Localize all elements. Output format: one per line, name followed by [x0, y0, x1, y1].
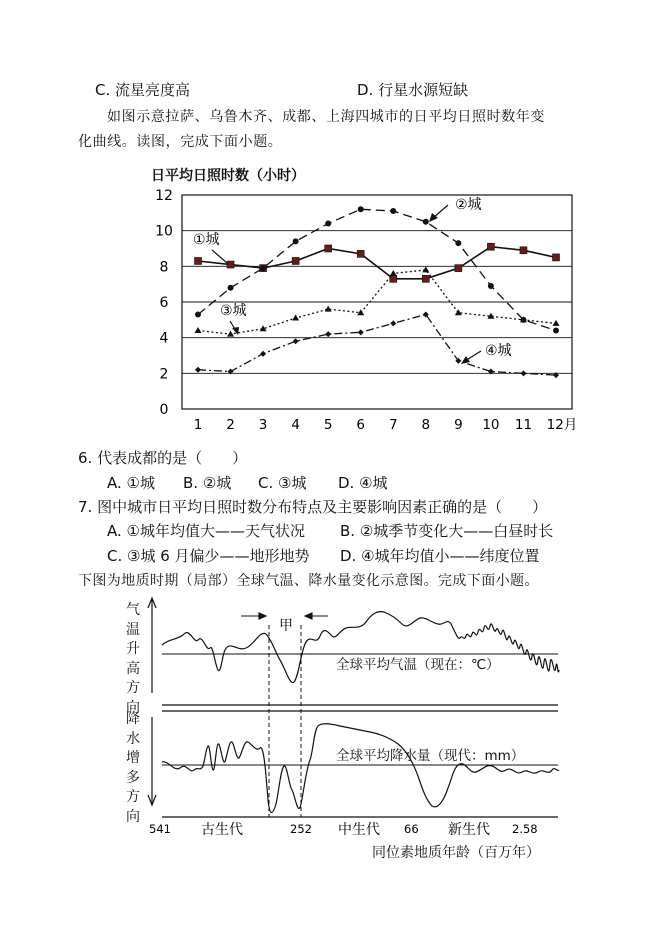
chart-grid — [182, 195, 572, 409]
series-line-1 — [198, 247, 556, 279]
era-mesozoic: 中生代 — [338, 822, 380, 838]
era-paleozoic: 古生代 — [201, 822, 243, 838]
series-3-point-5 — [325, 306, 332, 312]
temp-axis-label: 气 温 升 高 方 向 — [126, 602, 140, 716]
series-4-point-11 — [520, 370, 526, 376]
series-2-point-8 — [423, 219, 429, 225]
x-tick-11: 11 — [514, 417, 533, 433]
series-2-point-6 — [358, 206, 364, 212]
series-4-point-3 — [260, 351, 266, 357]
precip-line-label: 全球平均降水量（现代：mm） — [336, 748, 525, 764]
q7-option-d: D. ④城年均值小——纬度位置 — [340, 547, 540, 565]
series-1-point-8 — [422, 275, 429, 282]
q7-option-b: B. ②城季节变化大——白昼时长 — [340, 522, 554, 540]
sunshine-chart — [140, 185, 590, 437]
q6-option-c: C. ③城 — [258, 474, 307, 492]
series-4-point-6 — [358, 329, 364, 335]
tick-541: 541 — [149, 822, 171, 836]
series-line-2 — [198, 209, 556, 330]
series-3-point-7 — [390, 270, 397, 276]
series-3-point-4 — [292, 315, 299, 321]
series-3-point-1 — [195, 327, 202, 333]
q6-option-a: A. ①城 — [107, 474, 155, 492]
x-tick-4: 4 — [291, 417, 300, 433]
series-labels — [193, 197, 512, 364]
tick-2-58: 2.58 — [512, 822, 538, 836]
prev-option-d: D. 行星水源短缺 — [357, 81, 469, 99]
series-3-point-9 — [455, 309, 462, 315]
intro-line-1: 如图示意拉萨、乌鲁木齐、成都、上海四城市的日平均日照时数年变 — [107, 109, 545, 125]
series-2-point-7 — [390, 208, 396, 214]
series-1-point-6 — [357, 250, 364, 257]
y-tick-6: 6 — [159, 295, 169, 311]
series-1-point-1 — [195, 257, 202, 264]
series-1-point-12 — [553, 254, 560, 261]
y-tick-8: 8 — [159, 259, 169, 276]
label-city-1-leader — [212, 250, 227, 263]
label-city-4: ④城 — [485, 343, 512, 359]
series-3-point-12 — [553, 320, 560, 326]
y-tick-labels — [155, 188, 173, 418]
q6-option-d: D. ④城 — [338, 474, 388, 492]
q6-stem: 6. 代表成都的是（ ） — [78, 449, 248, 467]
series-2-point-2 — [228, 285, 234, 291]
chart-title: 日平均日照时数（小时） — [151, 168, 305, 184]
series-1-point-11 — [520, 247, 527, 254]
label-city-3: ③城 — [220, 303, 247, 319]
geologic-chart — [0, 590, 665, 840]
x-tick-8: 8 — [421, 417, 431, 433]
q6-option-b: B. ②城 — [183, 474, 232, 492]
series-2-point-3 — [260, 265, 266, 271]
x-tick-3: 3 — [258, 417, 268, 433]
x-tick-12: 12月 — [546, 417, 578, 433]
tick-252: 252 — [290, 822, 312, 836]
series-1-point-9 — [455, 265, 462, 272]
series-1-point-10 — [487, 243, 494, 250]
precipitation-curve — [162, 724, 559, 813]
series-4-point-1 — [195, 367, 201, 373]
q7-option-c: C. ③城 6 月偏少——地形地势 — [107, 547, 310, 565]
precip-axis-label: 降 水 增 多 方 向 — [126, 711, 140, 825]
geo-xlabel: 同位素地质年龄（百万年） — [372, 845, 540, 861]
series-4-point-7 — [390, 320, 396, 326]
y-tick-2: 2 — [159, 366, 169, 383]
series-2-point-5 — [325, 221, 331, 227]
jia-label: 甲 — [279, 618, 293, 634]
prev-option-c: C. 流星亮度高 — [95, 81, 191, 99]
x-tick-7: 7 — [388, 417, 398, 433]
x-tick-labels — [194, 417, 578, 433]
q7-option-a: A. ①城年均值大——天气状况 — [107, 522, 305, 540]
y-tick-12: 12 — [155, 188, 173, 204]
q7-stem: 7. 图中城市日平均日照时数分布特点及主要影响因素正确的是（ ） — [78, 498, 548, 516]
series-3-point-8 — [422, 266, 429, 272]
label-city-2: ②城 — [455, 197, 482, 213]
x-tick-9: 9 — [454, 417, 463, 433]
x-tick-6: 6 — [356, 417, 366, 433]
series-1-point-4 — [292, 257, 299, 264]
tick-66: 66 — [404, 822, 419, 836]
series-3-point-2 — [227, 331, 234, 337]
y-tick-0: 0 — [159, 402, 169, 418]
x-tick-2: 2 — [226, 417, 235, 433]
series-2-point-9 — [455, 240, 461, 246]
series-1-point-2 — [227, 261, 234, 268]
intro-2: 下图为地质时期（局部）全球气温、降水量变化示意图。完成下面小题。 — [78, 573, 539, 589]
temp-line-label: 全球平均气温（现在：℃） — [336, 657, 500, 673]
series-2-point-1 — [195, 311, 201, 317]
x-tick-5: 5 — [323, 417, 333, 433]
intro-line-2: 化曲线。读图，完成下面小题。 — [78, 134, 283, 150]
x-tick-10: 10 — [482, 417, 500, 433]
y-tick-10: 10 — [155, 223, 173, 240]
series-2-point-12 — [553, 328, 559, 334]
series-2-point-10 — [488, 283, 494, 289]
series-2-point-4 — [293, 238, 299, 244]
series-1-point-7 — [390, 275, 397, 282]
y-tick-4: 4 — [159, 330, 169, 347]
era-cenozoic: 新生代 — [448, 822, 490, 838]
label-city-1: ①城 — [193, 232, 220, 248]
series-1-point-5 — [325, 245, 332, 252]
series-4-point-4 — [293, 338, 299, 344]
x-tick-1: 1 — [193, 417, 203, 433]
series-4-point-5 — [325, 331, 331, 337]
